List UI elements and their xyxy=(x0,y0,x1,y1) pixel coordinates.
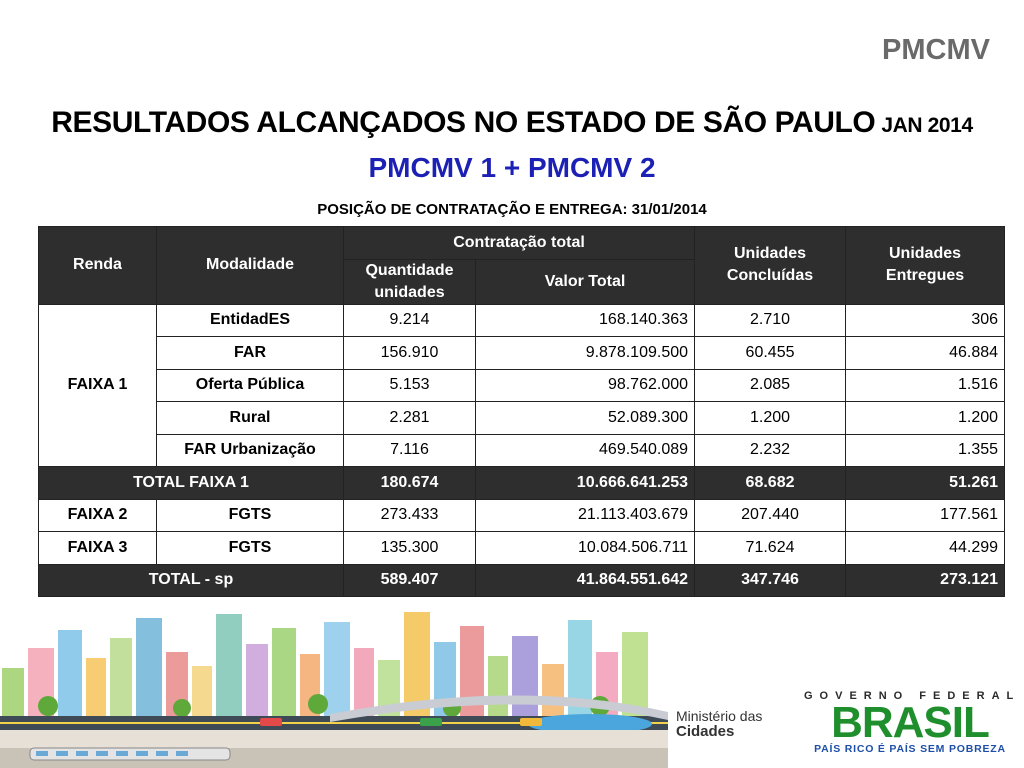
table-row xyxy=(39,532,1005,565)
governo-federal-brasil-logo xyxy=(804,690,1021,756)
modalidade-cell: FAR xyxy=(157,337,344,370)
modalidade-cell: EntidadES xyxy=(157,304,344,337)
header-modalidade: Modalidade xyxy=(157,227,344,305)
entregues-cell: 51.261 xyxy=(846,467,1005,500)
quantidade-cell: 7.116 xyxy=(344,434,476,467)
table-row xyxy=(39,499,1005,532)
modalidade-cell: FAR Urbanização xyxy=(157,434,344,467)
header-unidades-concluidas: Unidades Concluídas xyxy=(695,227,846,305)
header-contratacao-total: Contratação total xyxy=(344,227,695,260)
ministerio-line-1: Ministério das xyxy=(676,708,763,724)
quantidade-cell: 9.214 xyxy=(344,304,476,337)
modalidade-cell: FGTS xyxy=(157,499,344,532)
modalidade-cell: FGTS xyxy=(157,532,344,565)
quantidade-cell: 135.300 xyxy=(344,532,476,565)
entregues-cell: 46.884 xyxy=(846,337,1005,370)
quantidade-cell: 589.407 xyxy=(344,564,476,597)
table-row xyxy=(39,434,1005,467)
quantidade-cell: 2.281 xyxy=(344,402,476,435)
results-table xyxy=(38,226,1005,597)
quantidade-cell: 180.674 xyxy=(344,467,476,500)
valor-cell: 168.140.363 xyxy=(476,304,695,337)
concluidas-cell: 2.710 xyxy=(695,304,846,337)
renda-cell: FAIXA 3 xyxy=(39,532,157,565)
concluidas-cell: 2.232 xyxy=(695,434,846,467)
valor-cell: 41.864.551.642 xyxy=(476,564,695,597)
header-valor-total: Valor Total xyxy=(476,259,695,304)
concluidas-cell: 1.200 xyxy=(695,402,846,435)
gov-slogan: PAÍS RICO É PAÍS SEM POBREZA xyxy=(814,743,1006,755)
brasil-wordmark: BRASIL xyxy=(831,698,989,747)
city-banner-illustration xyxy=(0,608,668,768)
table-row xyxy=(39,337,1005,370)
concluidas-cell: 60.455 xyxy=(695,337,846,370)
valor-cell: 52.089.300 xyxy=(476,402,695,435)
valor-cell: 10.666.641.253 xyxy=(476,467,695,500)
header-renda: Renda xyxy=(39,227,157,305)
faixa-1-label: FAIXA 1 xyxy=(39,304,157,467)
concluidas-cell: 347.746 xyxy=(695,564,846,597)
page-title-date: JAN 2014 xyxy=(881,114,973,137)
position-date-line: POSIÇÃO DE CONTRATAÇÃO E ENTREGA: 31/01/2014 xyxy=(317,201,707,218)
valor-cell: 469.540.089 xyxy=(476,434,695,467)
quantidade-cell: 156.910 xyxy=(344,337,476,370)
table-row xyxy=(39,304,1005,337)
entregues-cell: 273.121 xyxy=(846,564,1005,597)
total-label: TOTAL FAIXA 1 xyxy=(39,467,344,500)
modalidade-cell: Rural xyxy=(157,402,344,435)
ministerio-line-2: Cidades xyxy=(676,723,735,740)
page-title xyxy=(0,106,1024,140)
ministerio-das-cidades-logo xyxy=(676,708,762,740)
quantidade-cell: 5.153 xyxy=(344,369,476,402)
governo-federal-text: GOVERNO FEDERAL xyxy=(804,690,1021,702)
entregues-cell: 306 xyxy=(846,304,1005,337)
total-label: TOTAL - sp xyxy=(39,564,344,597)
header-unidades-entregues: Unidades Entregues xyxy=(846,227,1005,305)
table-row xyxy=(39,402,1005,435)
valor-cell: 98.762.000 xyxy=(476,369,695,402)
table-row xyxy=(39,369,1005,402)
concluidas-cell: 2.085 xyxy=(695,369,846,402)
modalidade-cell: Oferta Pública xyxy=(157,369,344,402)
total-faixa-1-row xyxy=(39,467,1005,500)
entregues-cell: 1.355 xyxy=(846,434,1005,467)
concluidas-cell: 68.682 xyxy=(695,467,846,500)
corner-title: PMCMV xyxy=(882,34,990,66)
page-title-main: RESULTADOS ALCANÇADOS NO ESTADO DE SÃO PAULO xyxy=(51,106,876,139)
total-sp-row xyxy=(39,564,1005,597)
quantidade-cell: 273.433 xyxy=(344,499,476,532)
entregues-cell: 1.516 xyxy=(846,369,1005,402)
page-subtitle: PMCMV 1 + PMCMV 2 xyxy=(368,152,656,183)
concluidas-cell: 71.624 xyxy=(695,532,846,565)
valor-cell: 21.113.403.679 xyxy=(476,499,695,532)
entregues-cell: 44.299 xyxy=(846,532,1005,565)
renda-cell: FAIXA 2 xyxy=(39,499,157,532)
entregues-cell: 1.200 xyxy=(846,402,1005,435)
entregues-cell: 177.561 xyxy=(846,499,1005,532)
valor-cell: 10.084.506.711 xyxy=(476,532,695,565)
header-quantidade-unidades: Quantidade unidades xyxy=(344,259,476,304)
concluidas-cell: 207.440 xyxy=(695,499,846,532)
valor-cell: 9.878.109.500 xyxy=(476,337,695,370)
